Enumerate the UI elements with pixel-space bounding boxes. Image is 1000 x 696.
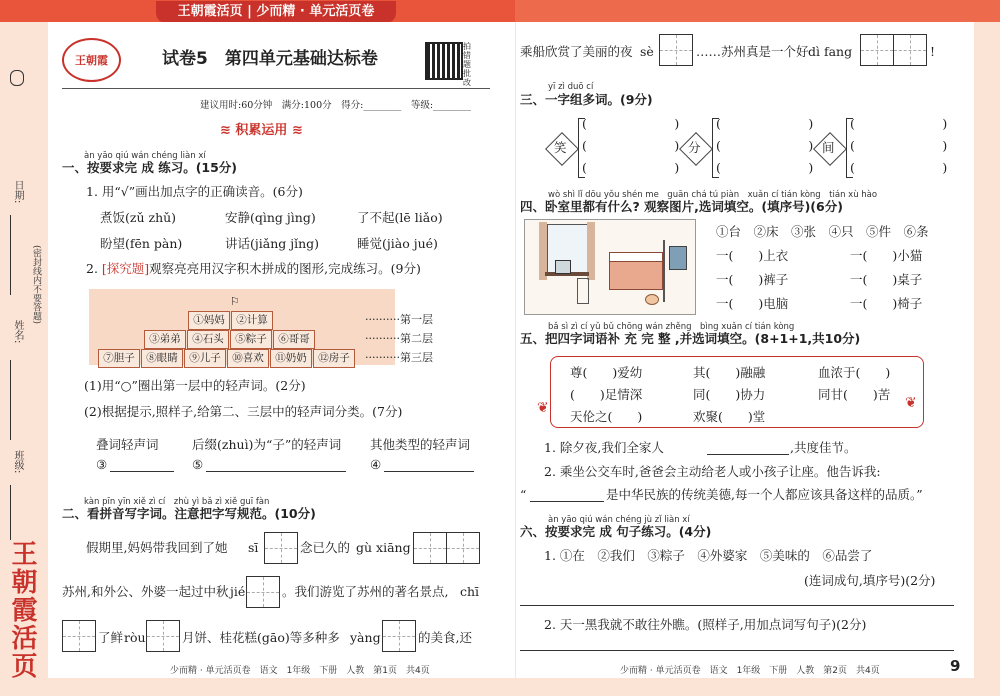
seal-notice: (密封线内不要答题) — [31, 245, 41, 325]
reading-item[interactable]: 了不起(lē liǎo) — [357, 210, 443, 225]
layer-label: ··········第二层 — [365, 332, 433, 345]
date-label: 日期: — [12, 180, 23, 204]
section-title: ≋ 积累运用 ≋ — [220, 123, 303, 138]
chair-icon — [577, 278, 589, 304]
block: ⑥哥哥 — [273, 330, 315, 349]
writing-box[interactable] — [62, 620, 96, 652]
q5-title: 五、把四字词语补 充 完 整 ,并选词填空。(8+1+1,共10分) — [520, 331, 861, 346]
category-label: 叠词轻声词 — [96, 437, 159, 452]
q1-sub1: 1. 用“√”画出加点字的正确读音。(6分) — [86, 184, 303, 199]
q4-title: 四、卧室里都有什么? 观察图片,选词填空。(填序号)(6分) — [520, 199, 843, 214]
category-example: ③ — [96, 457, 108, 472]
answer-line[interactable] — [110, 471, 174, 472]
char-star: 间 — [822, 140, 835, 155]
category-label: 其他类型的轻声词 — [370, 437, 471, 452]
answer-line[interactable] — [520, 650, 954, 651]
reading-item[interactable]: 睡觉(jiào jué) — [357, 236, 438, 251]
header-brand: 王朝霞活页 | 少而精 · 单元活页卷 — [156, 1, 396, 23]
header-bar-right — [515, 0, 1000, 22]
block: ①妈妈 — [188, 311, 230, 330]
reading-item[interactable]: 讲话(jiǎng jǐng) — [225, 236, 320, 251]
qr-label: 拍错题批改 — [463, 42, 471, 87]
block: ⑦胆子 — [98, 349, 140, 368]
answer-line[interactable] — [384, 471, 474, 472]
q1-part1: (1)用“○”圈出第一层中的轻声词。(2分) — [84, 378, 306, 393]
layer-label: ··········第一层 — [365, 313, 433, 326]
writing-box[interactable] — [446, 532, 480, 564]
writing-box[interactable] — [264, 532, 298, 564]
category-label: 后缀(zhuì)为“子”的轻声词 — [192, 437, 342, 452]
answer-line[interactable] — [707, 454, 789, 455]
layer-label: ··········第三层 — [365, 351, 433, 364]
block: ⑪奶奶 — [270, 349, 312, 368]
binding-ring — [10, 70, 24, 86]
block: ⑫房子 — [313, 349, 355, 368]
reading-item[interactable]: 盼望(fēn pàn) — [100, 236, 183, 251]
cat-icon — [645, 294, 659, 305]
measure-word-options: ①台 ②床 ③张 ④只 ⑤件 ⑥条 — [716, 224, 929, 239]
block: ⑩喜欢 — [227, 349, 269, 368]
category-example: ④ — [370, 457, 382, 472]
category-example: ⑤ — [192, 457, 204, 472]
leaf-icon: ❦ — [905, 395, 917, 411]
qr-code-icon — [425, 42, 463, 80]
writing-box[interactable] — [413, 532, 447, 564]
writing-box[interactable] — [146, 620, 180, 652]
answer-line[interactable] — [530, 501, 604, 502]
writing-box[interactable] — [382, 620, 416, 652]
answer-line[interactable] — [206, 471, 346, 472]
q2-title: 二、看拼音写字词。注意把字写规范。(10分) — [62, 506, 316, 521]
class-label: 班级: — [12, 450, 23, 474]
exam-meta: 建议用时:60分钟 满分:100分 得分:________ 等级:________ — [200, 100, 472, 111]
block: ④石头 — [187, 330, 229, 349]
exam-title: 试卷5 第四单元基础达标卷 — [162, 49, 378, 69]
page-number: 9 — [950, 657, 961, 675]
writing-box[interactable] — [860, 34, 894, 66]
q1-title: 一、按要求完 成 练习。(15分) — [62, 160, 238, 175]
q1-sub2: 2. [探究题]观察亮亮用汉字积木拼成的图形,完成练习。(9分) — [86, 261, 421, 276]
clothes-icon — [669, 246, 687, 270]
bedroom-illustration — [524, 219, 696, 315]
brand-vertical-logo: 王朝霞活页 — [7, 540, 37, 680]
block: ②计算 — [231, 311, 273, 330]
bed-icon — [609, 258, 663, 290]
name-label: 姓名: — [12, 320, 23, 344]
block: ⑨儿子 — [184, 349, 226, 368]
block: ③弟弟 — [144, 330, 186, 349]
writing-box[interactable] — [246, 576, 280, 608]
flag-icon: ⚐ — [230, 295, 240, 308]
block: ⑤粽子 — [230, 330, 272, 349]
writing-box[interactable] — [893, 34, 927, 66]
char-star: 分 — [688, 140, 701, 155]
q6-title: 六、按要求完 成 句子练习。(4分) — [520, 524, 712, 539]
brand-logo: 王朝霞 — [62, 38, 121, 82]
writing-box[interactable] — [659, 34, 693, 66]
q3-title: 三、一字组多词。(9分) — [520, 92, 653, 107]
computer-icon — [555, 260, 571, 274]
char-star: 笑 — [554, 140, 567, 155]
reading-item[interactable]: 煮饭(zǔ zhǔ) — [100, 210, 177, 225]
leaf-icon: ❦ — [537, 400, 549, 416]
page-footer: 少而精 · 单元活页卷 语文 1年级 下册 人教 第1页 共4页 — [170, 666, 430, 676]
block: ⑧眼睛 — [141, 349, 183, 368]
q1-part2: (2)根据提示,照样子,给第二、三层中的轻声词分类。(7分) — [84, 404, 403, 419]
answer-line[interactable] — [520, 605, 954, 606]
page-footer: 少而精 · 单元活页卷 语文 1年级 下册 人教 第2页 共4页 — [620, 666, 880, 676]
reading-item[interactable]: 安静(qìng jìng) — [225, 210, 316, 225]
